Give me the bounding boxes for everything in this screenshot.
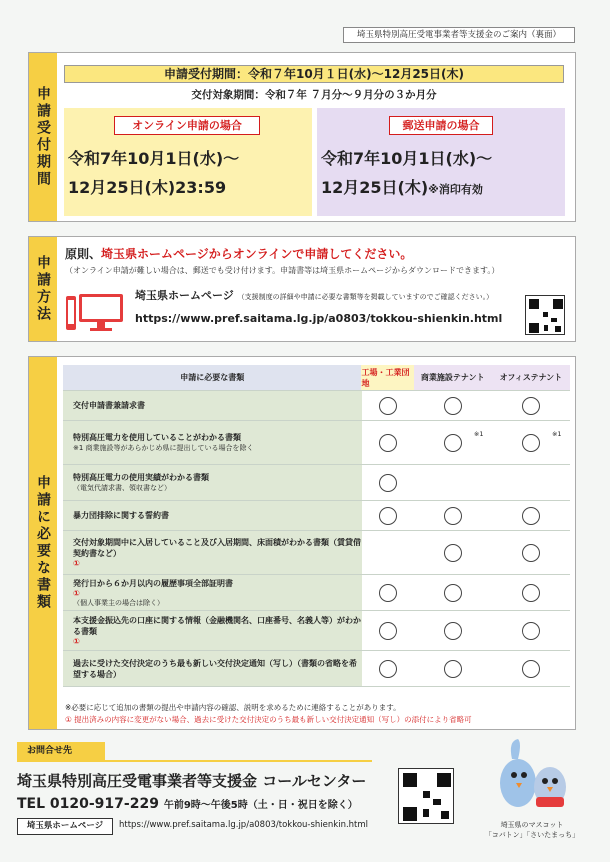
required-circle-icon (522, 397, 540, 415)
required-circle-icon (444, 544, 462, 562)
post-box (317, 108, 565, 216)
online-box (64, 108, 312, 216)
mark-cell (414, 421, 492, 464)
post-label: 郵送申請の場合 (389, 116, 493, 135)
contact-qr-code-icon (398, 768, 454, 824)
accept-period: 申請受付期間：令和７年10月１日(水)～12月25日(木) (64, 65, 564, 83)
header-docs: 申請に必要な書類 (63, 365, 361, 390)
online-label: オンライン申請の場合 (114, 116, 260, 135)
doc-title: 交付対象期間中に入居していること及び入居期間、床面積がわかる書類（賃貸借契約書など） (73, 538, 361, 558)
table-row (63, 391, 570, 421)
mark-cell (362, 575, 414, 610)
mark-cell (362, 421, 414, 464)
mark-cell (414, 391, 492, 420)
mark-cell (492, 531, 570, 574)
doc-cell (63, 465, 362, 500)
doc-mark: ① (73, 637, 80, 646)
required-circle-icon (379, 584, 397, 602)
method-note: （オンライン申請が難しい場合は、郵送でも受け付けます。申請書等は埼玉県ホームページからダウンロードできます。） (65, 266, 500, 275)
cell-note: ※1 (473, 430, 484, 438)
online-start: 令和7年10月1日(水)～ (68, 149, 240, 168)
required-circle-icon (522, 434, 540, 452)
application-method-panel (28, 236, 576, 342)
required-circle-icon (379, 474, 397, 492)
application-period-panel (28, 52, 576, 222)
required-circle-icon (379, 507, 397, 525)
required-circle-icon (522, 507, 540, 525)
contact-divider (17, 760, 372, 762)
doc-title: 本支援金振込先の口座に関する情報（金融機関名、口座番号、名義人等）がわかる書類 (73, 616, 361, 636)
homepage-button[interactable]: 埼玉県ホームページ (17, 818, 113, 835)
mark-cell (362, 465, 414, 500)
homepage-label: 埼玉県ホームページ （支援制度の詳細や申請に必要な書類等を掲載していますのでご確認ください。） (135, 289, 494, 302)
mark-cell (414, 465, 492, 500)
method-side-label: 申請方法 (29, 237, 57, 341)
post-start: 令和7年10月1日(水)～ (321, 149, 493, 168)
mark-cell (492, 391, 570, 420)
doc-mark: ① (73, 559, 80, 568)
mark-cell (362, 501, 414, 530)
mark-cell (362, 391, 414, 420)
homepage-url[interactable]: https://www.pref.saitama.lg.jp/a0803/tokkou-shienkin.html (135, 312, 503, 325)
mascot-caption: 埼玉県のマスコット 「コバトン」「さいたまっち」 (484, 821, 580, 839)
header-commercial: 商業施設テナント (414, 365, 492, 390)
header-factory: 工場・工業団地 (361, 365, 413, 390)
mark-cell (492, 611, 570, 650)
required-circle-icon (379, 434, 397, 452)
header-tag: 埼玉県特別高圧受電事業者等支援金のご案内（裏面） (343, 27, 575, 43)
online-end: 12月25日(木)23:59 (68, 178, 227, 197)
required-circle-icon (444, 660, 462, 678)
doc-title: 特別高圧電力の使用実績がわかる書類 (73, 473, 209, 482)
doc-cell (63, 651, 362, 686)
contact-tag: お問合せ先 (17, 742, 105, 760)
required-circle-icon (444, 507, 462, 525)
required-circle-icon (522, 584, 540, 602)
cell-note: ※1 (551, 430, 562, 438)
doc-note: ※1 商業施設等があらかじめ県に提出している場合を除く (73, 444, 254, 452)
required-circle-icon (522, 660, 540, 678)
mark-cell (362, 611, 414, 650)
mascot-icon (492, 737, 572, 817)
doc-cell (63, 421, 362, 464)
post-end: 12月25日(木)※消印有効 (321, 178, 483, 197)
required-circle-icon (444, 434, 462, 452)
mark-cell (362, 651, 414, 686)
computer-and-phone-icon (65, 292, 125, 334)
method-headline: 原則、埼玉県ホームページからオンラインで申請してください。 (65, 247, 413, 261)
documents-side-label: 申請に必要な書類 (29, 357, 57, 729)
mark-cell (492, 501, 570, 530)
doc-cell (63, 501, 362, 530)
doc-title: 特別高圧電力を使用していることがわかる書類 (73, 433, 241, 442)
doc-cell (63, 531, 362, 574)
mark-cell (492, 421, 570, 464)
mark-cell (414, 651, 492, 686)
mark-cell (414, 575, 492, 610)
required-documents-panel (28, 356, 576, 730)
table-row (63, 575, 570, 611)
required-circle-icon (444, 397, 462, 415)
mark-cell (414, 531, 492, 574)
doc-title: 発行日から６か月以内の履歴事項全部証明書 (73, 578, 233, 588)
mark-cell (492, 465, 570, 500)
mark-cell (492, 651, 570, 686)
table-header (63, 365, 570, 391)
mark-cell (492, 575, 570, 610)
documents-table (63, 365, 570, 687)
footnote-1: ※必要に応じて追加の書類の提出や申請内容の確認、説明を求めるために連絡することがあります。 (65, 703, 401, 712)
doc-cell (63, 391, 362, 420)
contact-name: 埼玉県特別高圧受電事業者等支援金 コールセンター (17, 772, 367, 790)
required-circle-icon (444, 622, 462, 640)
required-circle-icon (444, 584, 462, 602)
doc-note: （個人事業主の場合は除く） (73, 598, 164, 607)
table-row (63, 611, 570, 651)
mark-cell (362, 531, 414, 574)
doc-mark: ① (73, 588, 80, 598)
table-row (63, 421, 570, 465)
doc-title: 暴力団排除に関する誓約書 (73, 511, 169, 520)
doc-cell (63, 611, 362, 650)
table-row (63, 651, 570, 687)
target-period: 交付対象期間：令和７年 ７月分～９月分の３か月分 (191, 89, 437, 101)
mark-cell (414, 611, 492, 650)
doc-title: 交付申請書兼請求書 (73, 401, 145, 410)
doc-note: （電気代請求書、領収書など） (73, 484, 171, 492)
contact-tel: TEL 0120-917-229 午前9時～午後5時（土・日・祝日を除く） (17, 796, 358, 812)
contact-url[interactable]: https://www.pref.saitama.lg.jp/a0803/tokkou-shienkin.html (119, 820, 369, 830)
required-circle-icon (379, 397, 397, 415)
required-circle-icon (379, 660, 397, 678)
footnote-2: ① 提出済みの内容に変更がない場合、過去に受けた交付決定のうち最も新しい交付決定通知（写し）の添付により省略可 (65, 715, 472, 724)
table-row (63, 531, 570, 575)
table-row (63, 501, 570, 531)
mark-cell (414, 501, 492, 530)
table-row (63, 465, 570, 501)
required-circle-icon (522, 544, 540, 562)
post-note: ※消印有効 (428, 183, 483, 196)
doc-cell (63, 575, 362, 610)
required-circle-icon (379, 622, 397, 640)
qr-code-icon (525, 295, 565, 335)
doc-title: 過去に受けた交付決定のうち最も新しい交付決定通知（写し）（書類の省略を希望する場合） (73, 658, 357, 679)
period-side-label: 申請受付期間 (29, 53, 57, 221)
required-circle-icon (522, 622, 540, 640)
header-office: オフィステナント (492, 365, 570, 390)
